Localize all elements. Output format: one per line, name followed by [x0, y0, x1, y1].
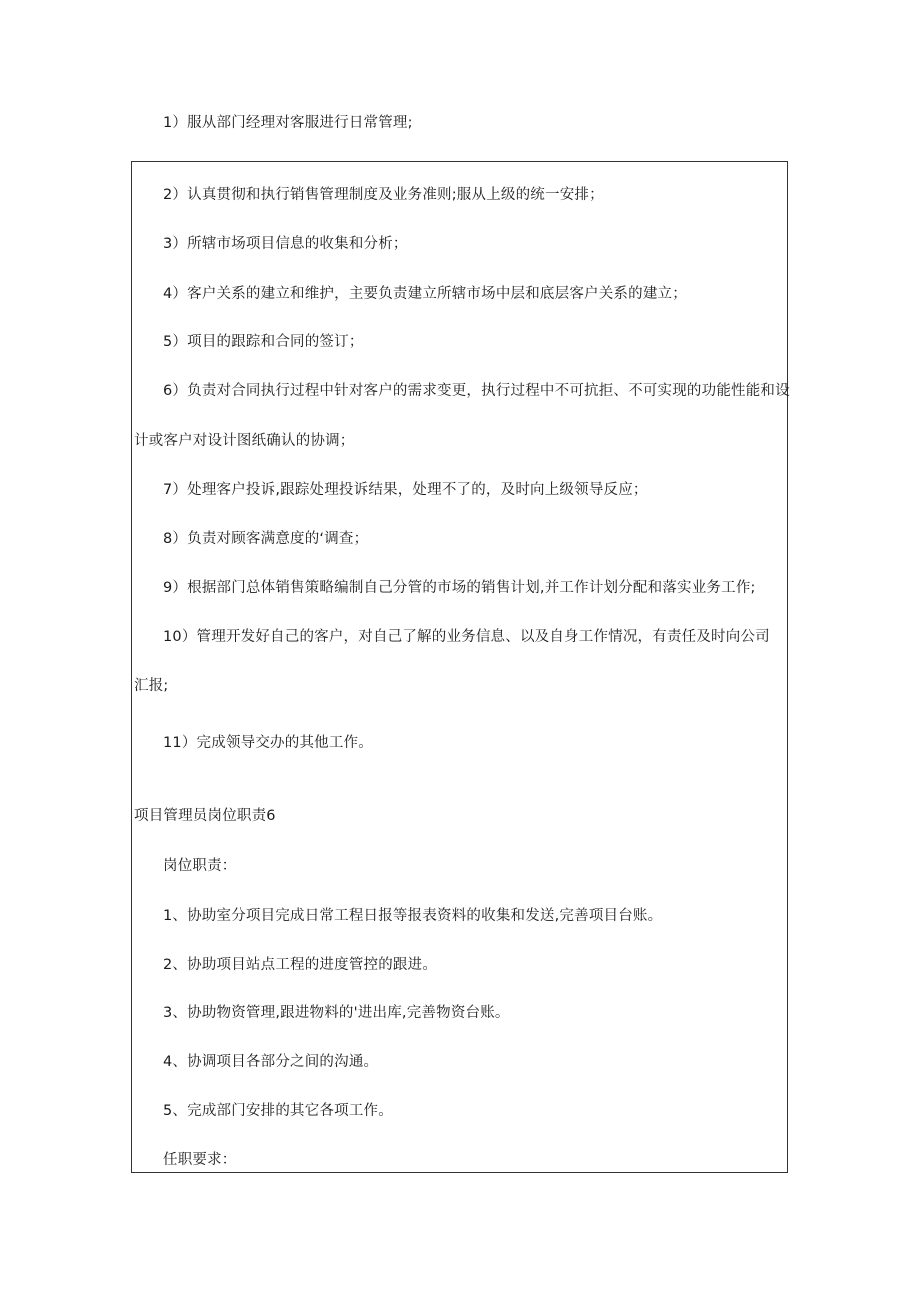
duty-item-10-cont: 汇报; — [134, 678, 169, 694]
duty-item-1: 1）服从部门经理对客服进行日常管理; — [163, 115, 413, 131]
section-duty-3: 3、协助物资管理,跟进物料的'进出库,完善物资台账。 — [163, 1005, 510, 1021]
duty-item-7: 7）处理客户投诉,跟踪处理投诉结果，处理不了的，及时向上级领导反应； — [163, 482, 648, 498]
section-title: 项目管理员岗位职责6 — [134, 808, 276, 824]
duty-item-4: 4）客户关系的建立和维护，主要负责建立所辖市场中层和底层客户关系的建立； — [163, 286, 687, 302]
duty-item-9: 9）根据部门总体销售策略编制自己分管的市场的销售计划,并工作计划分配和落实业务工作; — [163, 580, 756, 596]
section-duty-1: 1、协助室分项目完成日常工程日报等报表资料的收集和发送,完善项目台账。 — [163, 908, 663, 924]
duty-item-3: 3）所辖市场项目信息的收集和分析； — [163, 236, 408, 252]
section-duty-2: 2、协助项目站点工程的进度管控的跟进。 — [163, 957, 438, 973]
duty-item-5: 5）项目的跟踪和合同的签订； — [163, 334, 364, 350]
duty-item-8: 8）负责对顾客满意度的‘调查； — [163, 531, 369, 547]
requirements-heading: 任职要求： — [163, 1152, 237, 1168]
section-duty-4: 4、协调项目各部分之间的沟通。 — [163, 1054, 379, 1070]
duty-item-6-cont: 计或客户对设计图纸确认的协调； — [134, 433, 355, 449]
duties-heading: 岗位职责： — [163, 858, 237, 874]
duty-item-11: 11）完成领导交办的其他工作。 — [163, 735, 373, 751]
duty-item-6: 6）负责对合同执行过程中针对客户的需求变更，执行过程中不可抗拒、不可实现的功能性能和设 — [163, 383, 790, 399]
duty-item-2: 2）认真贯彻和执行销售管理制度及业务准则;服从上级的统一安排； — [163, 187, 604, 203]
section-duty-5: 5、完成部门安排的其它各项工作。 — [163, 1103, 393, 1119]
duty-item-10: 10）管理开发好自己的客户，对自己了解的业务信息、以及自身工作情况，有责任及时向公司 — [163, 629, 770, 645]
